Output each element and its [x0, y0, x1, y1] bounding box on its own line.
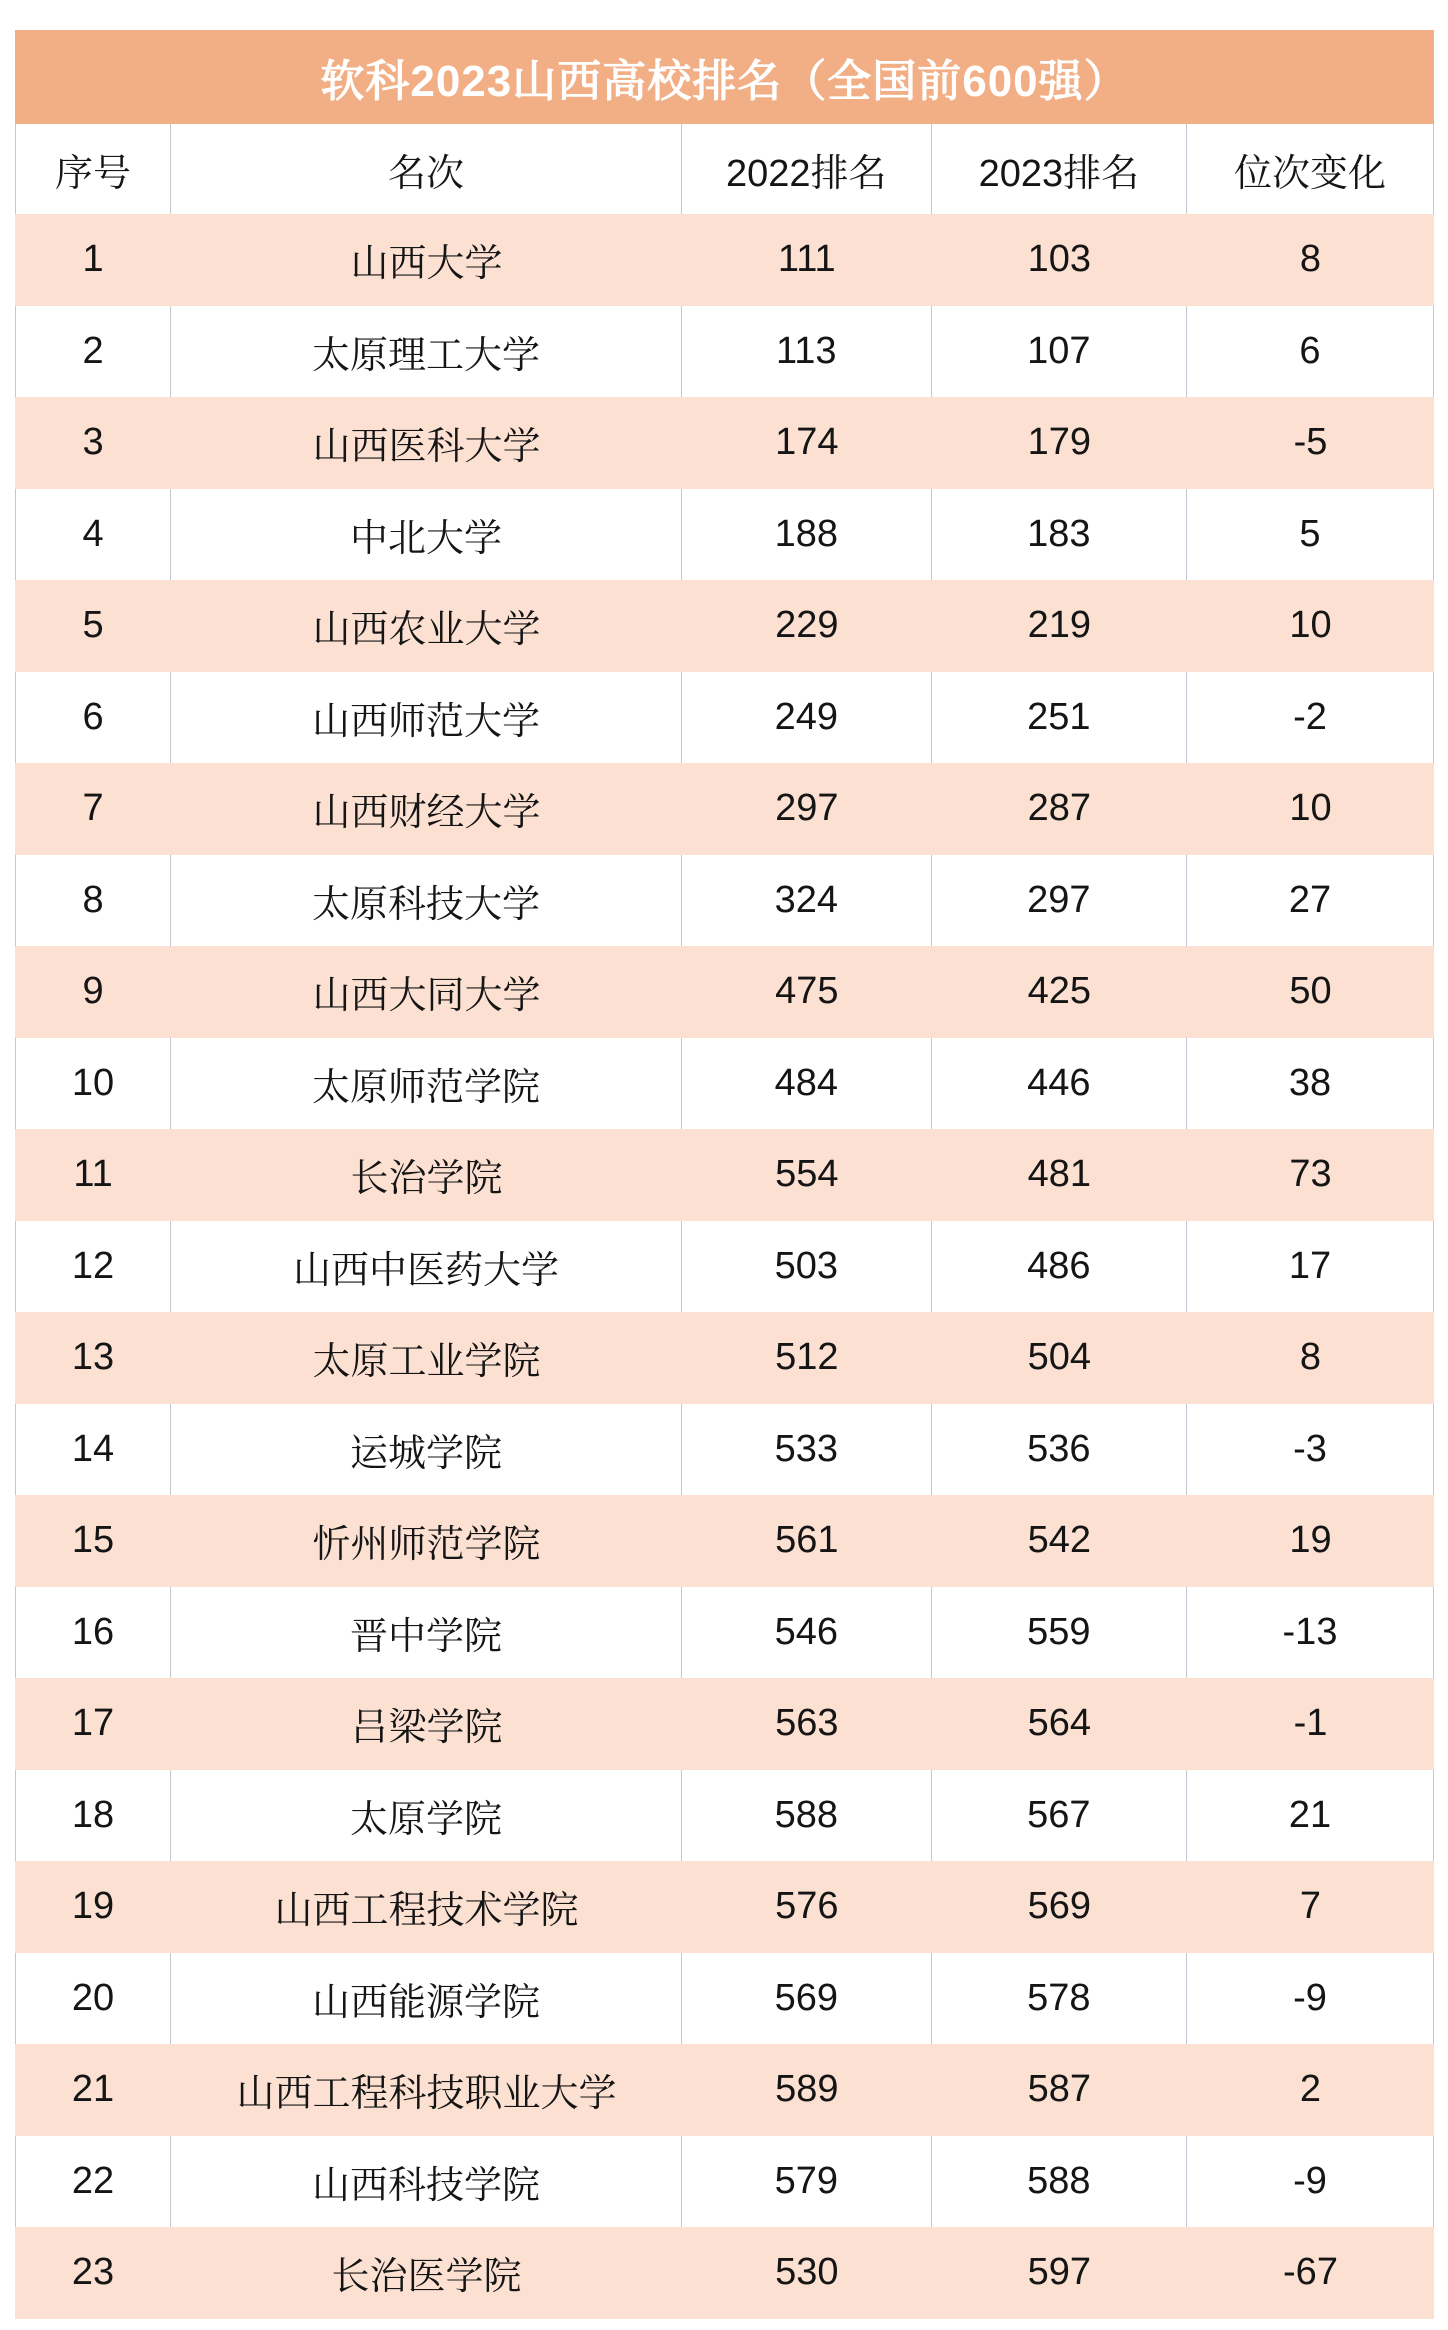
rank-change-cell: 21 — [1187, 1770, 1434, 1862]
school-name-cell: 太原理工大学 — [171, 306, 682, 398]
rank-2023-cell: 567 — [932, 1770, 1187, 1862]
index-cell: 18 — [15, 1770, 171, 1862]
table-row — [15, 2044, 1434, 2136]
school-name-cell: 山西大同大学 — [312, 975, 541, 1018]
index-cell: 21 — [71, 2068, 115, 2111]
rank-2023-cell: 179 — [1027, 421, 1092, 464]
rank-2023-cell: 103 — [1027, 238, 1092, 281]
rank-change-cell: 73 — [1289, 1153, 1332, 1196]
rank-2023-cell: 588 — [932, 2136, 1187, 2228]
rank-change-cell: 17 — [1187, 1221, 1434, 1313]
index-cell: 23 — [71, 2251, 115, 2294]
rank-2022-cell: 561 — [775, 1519, 839, 1562]
index-cell: 15 — [71, 1519, 115, 1562]
index-cell: 6 — [15, 672, 171, 764]
index-cell: 12 — [15, 1221, 171, 1313]
rank-change-cell: 27 — [1187, 855, 1434, 947]
rank-2023-cell: 287 — [1027, 787, 1092, 830]
rank-change-cell: -3 — [1187, 1404, 1434, 1496]
index-cell: 11 — [73, 1153, 113, 1196]
rank-2022-cell: 554 — [775, 1153, 839, 1196]
table-row — [15, 1312, 1434, 1404]
rank-2023-cell: 425 — [1027, 970, 1092, 1013]
table-body — [15, 214, 1434, 2319]
school-name-cell: 晋中学院 — [171, 1587, 682, 1679]
header-cell-rank-2023: 2023排名 — [932, 124, 1187, 214]
table-row — [15, 672, 1434, 764]
rank-2023-cell: 297 — [932, 855, 1187, 947]
index-cell: 10 — [15, 1038, 171, 1130]
rank-2023-cell: 536 — [932, 1404, 1187, 1496]
index-cell: 9 — [82, 970, 104, 1013]
school-name-cell: 忻州师范学院 — [312, 1524, 541, 1567]
rank-2022-cell: 533 — [682, 1404, 932, 1496]
index-cell: 22 — [15, 2136, 171, 2228]
rank-2022-cell: 576 — [775, 1885, 839, 1928]
table-row — [15, 1770, 1434, 1862]
rank-change-cell: 38 — [1187, 1038, 1434, 1130]
table-row — [15, 489, 1434, 581]
rank-change-cell: -5 — [1293, 421, 1328, 464]
index-cell: 14 — [15, 1404, 171, 1496]
school-name-cell: 中北大学 — [171, 489, 682, 581]
rank-2023-cell: 183 — [932, 489, 1187, 581]
index-cell: 19 — [71, 1885, 115, 1928]
school-name-cell: 太原学院 — [171, 1770, 682, 1862]
school-name-cell: 山西财经大学 — [312, 792, 541, 835]
index-cell: 20 — [15, 1953, 171, 2045]
rank-2023-cell: 564 — [1027, 1702, 1092, 1745]
rank-2023-cell: 219 — [1027, 604, 1092, 647]
rank-2022-cell: 563 — [775, 1702, 839, 1745]
rank-change-cell: 19 — [1289, 1519, 1332, 1562]
table-row — [15, 1587, 1434, 1679]
rank-2023-cell: 542 — [1027, 1519, 1092, 1562]
header-cell-index: 序号 — [15, 124, 171, 214]
table-row — [15, 763, 1434, 855]
rank-2023-cell: 559 — [932, 1587, 1187, 1679]
school-name-cell: 山西师范大学 — [171, 672, 682, 764]
index-cell: 4 — [15, 489, 171, 581]
table-row — [15, 1038, 1434, 1130]
rank-2022-cell: 579 — [682, 2136, 932, 2228]
header-cell-school-name: 名次 — [171, 124, 682, 214]
rank-change-cell: 7 — [1299, 1885, 1322, 1928]
school-name-cell: 运城学院 — [171, 1404, 682, 1496]
rank-2022-cell: 530 — [775, 2251, 839, 2294]
table-row — [15, 1495, 1434, 1587]
table-row — [15, 1129, 1434, 1221]
table-row — [15, 1861, 1434, 1953]
rank-2022-cell: 229 — [775, 604, 839, 647]
rank-2023-cell: 251 — [932, 672, 1187, 764]
rank-change-cell: 10 — [1289, 787, 1332, 830]
rank-change-cell: -67 — [1283, 2251, 1338, 2294]
rank-change-cell: -1 — [1293, 1702, 1328, 1745]
rank-change-cell: 10 — [1289, 604, 1332, 647]
school-name-cell: 山西能源学院 — [171, 1953, 682, 2045]
table-row — [15, 2227, 1434, 2319]
rank-2022-cell: 503 — [682, 1221, 932, 1313]
school-name-cell: 山西农业大学 — [312, 609, 541, 652]
rank-2023-cell: 486 — [932, 1221, 1187, 1313]
rank-2022-cell: 188 — [682, 489, 932, 581]
rank-change-cell: 8 — [1299, 1336, 1322, 1379]
table-title: 软科2023山西高校排名（全国前600强） — [15, 30, 1434, 124]
index-cell: 17 — [71, 1702, 115, 1745]
rank-change-cell: 5 — [1187, 489, 1434, 581]
table-row — [15, 1221, 1434, 1313]
rank-2022-cell: 546 — [682, 1587, 932, 1679]
table-row — [15, 397, 1434, 489]
rank-2023-cell: 597 — [1027, 2251, 1092, 2294]
header-row — [15, 124, 1434, 214]
index-cell: 16 — [15, 1587, 171, 1679]
table-row — [15, 214, 1434, 306]
rank-change-cell: -9 — [1187, 2136, 1434, 2228]
rank-change-cell: 2 — [1299, 2068, 1322, 2111]
rank-2022-cell: 111 — [777, 238, 836, 281]
rank-2023-cell: 107 — [932, 306, 1187, 398]
school-name-cell: 太原师范学院 — [171, 1038, 682, 1130]
rank-2022-cell: 569 — [682, 1953, 932, 2045]
school-name-cell: 太原工业学院 — [312, 1341, 541, 1384]
school-name-cell: 长治医学院 — [331, 2256, 522, 2299]
table-row — [15, 855, 1434, 947]
rank-2022-cell: 512 — [775, 1336, 839, 1379]
index-cell: 8 — [15, 855, 171, 947]
table-row — [15, 1404, 1434, 1496]
table-row — [15, 306, 1434, 398]
rank-2022-cell: 475 — [775, 970, 839, 1013]
rank-2023-cell: 446 — [932, 1038, 1187, 1130]
table-row — [15, 580, 1434, 672]
rank-2022-cell: 174 — [775, 421, 839, 464]
school-name-cell: 山西工程科技职业大学 — [236, 2073, 617, 2116]
rank-change-cell: 50 — [1289, 970, 1332, 1013]
school-name-cell: 山西中医药大学 — [171, 1221, 682, 1313]
school-name-cell: 山西医科大学 — [312, 426, 541, 469]
rank-change-cell: -9 — [1187, 1953, 1434, 2045]
rank-2022-cell: 249 — [682, 672, 932, 764]
table-row — [15, 946, 1434, 1038]
header-cell-rank-change: 位次变化 — [1187, 124, 1434, 214]
school-name-cell: 长治学院 — [350, 1158, 503, 1201]
rank-2022-cell: 484 — [682, 1038, 932, 1130]
rank-2023-cell: 481 — [1027, 1153, 1092, 1196]
rank-2023-cell: 504 — [1027, 1336, 1092, 1379]
rank-2022-cell: 589 — [775, 2068, 839, 2111]
school-name-cell: 吕梁学院 — [350, 1707, 503, 1750]
index-cell: 7 — [82, 787, 104, 830]
index-cell: 1 — [82, 238, 104, 281]
rank-2022-cell: 324 — [682, 855, 932, 947]
ranking-table — [15, 30, 1434, 2319]
rank-2023-cell: 578 — [932, 1953, 1187, 2045]
index-cell: 2 — [15, 306, 171, 398]
index-cell: 5 — [82, 604, 104, 647]
table-row — [15, 1953, 1434, 2045]
table-row — [15, 2136, 1434, 2228]
table-row — [15, 1678, 1434, 1770]
rank-2022-cell: 113 — [682, 306, 932, 398]
school-name-cell: 太原科技大学 — [171, 855, 682, 947]
rank-2022-cell: 588 — [682, 1770, 932, 1862]
school-name-cell: 山西工程技术学院 — [274, 1890, 579, 1933]
rank-2023-cell: 569 — [1027, 1885, 1092, 1928]
school-name-cell: 山西大学 — [350, 243, 503, 286]
header-cell-rank-2022: 2022排名 — [682, 124, 932, 214]
rank-change-cell: -2 — [1187, 672, 1434, 764]
index-cell: 13 — [71, 1336, 115, 1379]
rank-change-cell: 8 — [1299, 238, 1322, 281]
school-name-cell: 山西科技学院 — [171, 2136, 682, 2228]
rank-change-cell: 6 — [1187, 306, 1434, 398]
rank-change-cell: -13 — [1187, 1587, 1434, 1679]
index-cell: 3 — [82, 421, 104, 464]
rank-2022-cell: 297 — [775, 787, 839, 830]
rank-2023-cell: 587 — [1027, 2068, 1092, 2111]
